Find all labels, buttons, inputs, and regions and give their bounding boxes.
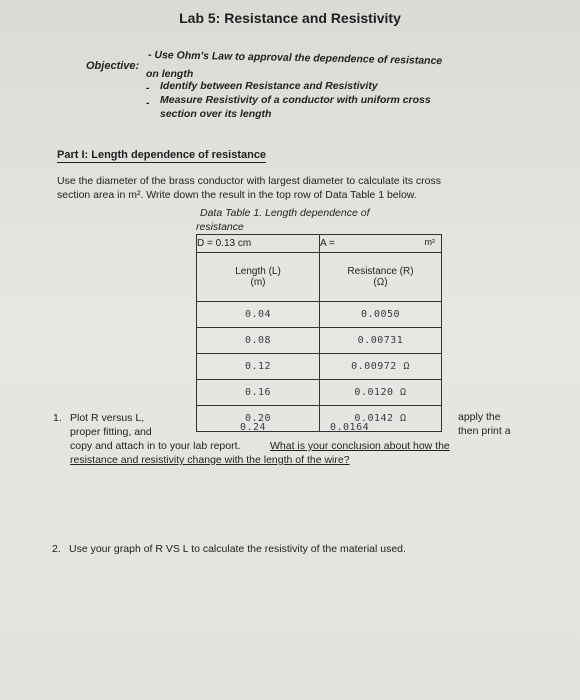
length-value: 0.12 bbox=[244, 361, 272, 372]
table-row bbox=[197, 302, 442, 328]
question2-text: Use your graph of R VS L to calculate the resistivity of the material used. bbox=[69, 543, 406, 555]
diameter-cell: D = 0.13 cm bbox=[197, 235, 320, 253]
resistance-cell bbox=[320, 380, 442, 406]
objective-bullet-dash-2: - bbox=[146, 97, 150, 109]
length-value: 0.04 bbox=[244, 309, 272, 320]
length-header bbox=[197, 253, 320, 302]
resistance-value: 0.0142 Ω bbox=[354, 413, 407, 424]
table-header-row bbox=[197, 235, 442, 253]
table-caption-line-1: Data Table 1. Length dependence of bbox=[200, 207, 370, 219]
length-value: 0.16 bbox=[244, 387, 272, 398]
question2-number: 2. bbox=[52, 543, 61, 555]
resistance-header-label: Resistance (R) bbox=[347, 266, 414, 277]
question1-line4: resistance and resistivity change with the length of the wire? bbox=[70, 454, 350, 466]
part1-instruction-1: Use the diameter of the brass conductor with largest diameter to calculate its cross bbox=[57, 175, 442, 187]
objective-line-2: on length bbox=[146, 68, 194, 80]
resistance-header bbox=[320, 253, 442, 302]
resistance-cell bbox=[320, 302, 442, 328]
question1-line1b: apply the bbox=[458, 411, 501, 423]
question1-line3b: What is your conclusion about how the bbox=[270, 440, 450, 452]
extra-length-value: 0.24 bbox=[240, 422, 267, 433]
objective-bullet-dash-1: - bbox=[146, 82, 150, 94]
resistance-cell bbox=[320, 354, 442, 380]
question1-line2a: proper fitting, and bbox=[70, 426, 152, 438]
length-header-unit: (m) bbox=[250, 277, 266, 288]
length-header-label: Length (L) bbox=[235, 266, 281, 277]
objective-line-4: Measure Resistivity of a conductor with uniform cross bbox=[160, 94, 431, 106]
length-value: 0.08 bbox=[244, 335, 272, 346]
objective-label: Objective: bbox=[86, 60, 140, 72]
resistance-value: 0.00972 Ω bbox=[351, 361, 410, 372]
question1-line3: copy and attach in to your lab report. bbox=[70, 440, 241, 452]
length-cell bbox=[197, 302, 320, 328]
table-row bbox=[197, 328, 442, 354]
resistance-value: 0.00731 bbox=[357, 335, 404, 346]
resistance-header-unit: (Ω) bbox=[373, 277, 388, 288]
question1-line2b: then print a bbox=[458, 425, 511, 437]
objective-line-1: - Use Ohm's Law to approval the dependence of resistance bbox=[147, 48, 443, 68]
resistance-cell bbox=[320, 328, 442, 354]
length-cell bbox=[197, 380, 320, 406]
area-label: A = bbox=[320, 238, 335, 249]
table-row bbox=[197, 354, 442, 380]
objective-line-3: Identify between Resistance and Resistivity bbox=[160, 80, 378, 92]
resistance-value: 0.0120 Ω bbox=[354, 387, 407, 398]
page-title: Lab 5: Resistance and Resistivity bbox=[179, 10, 401, 26]
objective-line-5: section over its length bbox=[160, 108, 272, 120]
extra-resistance-value: 0.0164 bbox=[330, 422, 370, 433]
part1-instruction-2: section area in m². Write down the result in the top row of Data Table 1 below. bbox=[57, 189, 417, 201]
length-value: 0.20 bbox=[244, 413, 272, 424]
table-column-headers bbox=[197, 253, 442, 302]
length-cell bbox=[197, 354, 320, 380]
table-caption-line-2: resistance bbox=[196, 221, 244, 233]
table-row bbox=[197, 380, 442, 406]
area-cell bbox=[320, 235, 442, 253]
question1-number: 1. bbox=[53, 412, 62, 424]
question1-line1a: Plot R versus L, bbox=[70, 412, 145, 424]
area-unit: m² bbox=[424, 237, 435, 247]
length-cell bbox=[197, 328, 320, 354]
table-row bbox=[197, 406, 442, 432]
data-table-1 bbox=[196, 234, 442, 432]
part1-title: Part I: Length dependence of resistance bbox=[57, 149, 267, 161]
resistance-value: 0.0050 bbox=[360, 309, 401, 320]
